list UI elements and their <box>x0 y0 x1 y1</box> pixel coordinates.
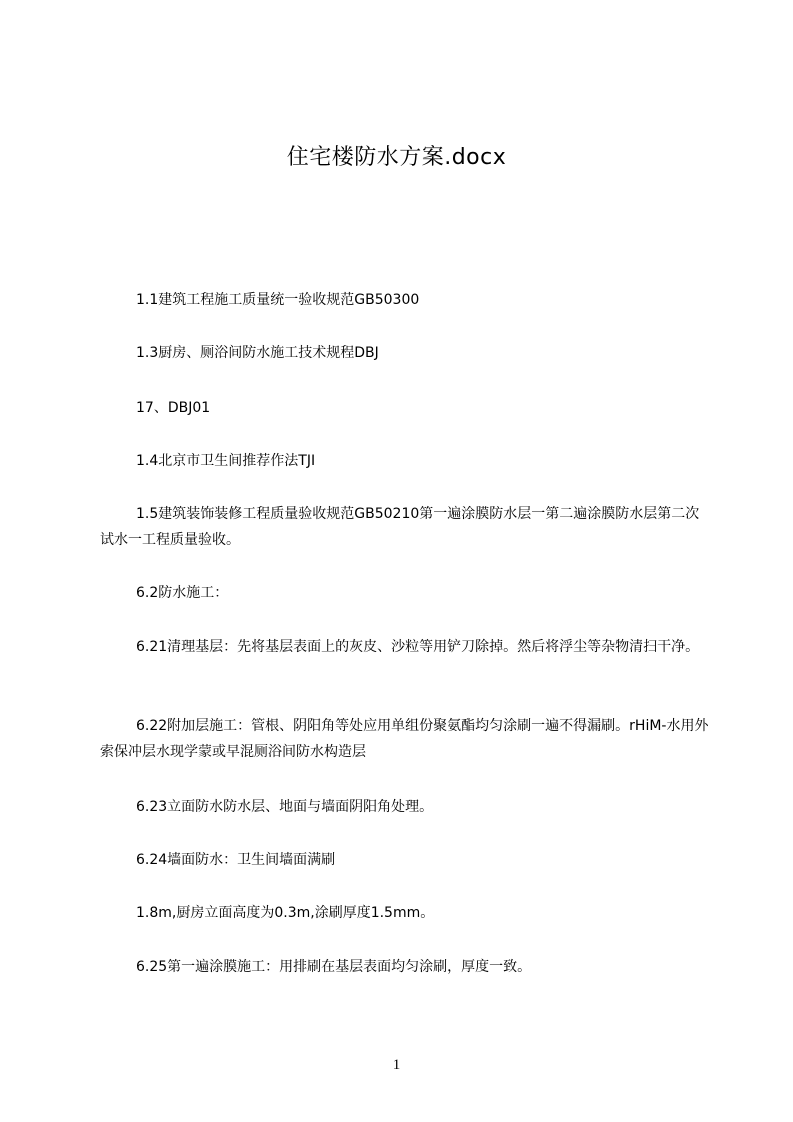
paragraph-5: 1.5建筑装饰装修工程质量验收规范GB50210第一遍涂膜防水层一第二遍涂膜防水层第二次试水一工程质量验收。 <box>100 506 700 548</box>
document-title: 住宅楼防水方案.docx <box>286 145 507 170</box>
paragraph-9: 6.23立面防水防水层、地面与墙面阴阳角处理。 <box>136 799 434 815</box>
paragraph-8: 6.22附加层施工：管根、阴阳角等处应用单组份聚氨酯均匀涂刷一遍不得漏刷。rHiM-水用外索保冲层水现学蒙或早混厕浴间防水构造层 <box>100 718 709 760</box>
paragraph-3: 17、DBJ01 <box>136 400 211 416</box>
paragraph-2: 1.3厨房、厕浴间防水施工技术规程DBJ <box>136 345 379 361</box>
paragraph-12: 6.25第一遍涂膜施工：用排刷在基层表面均匀涂刷，厚度一致。 <box>136 959 532 975</box>
paragraph-1: 1.1建筑工程施工质量统一验收规范GB50300 <box>136 292 420 308</box>
paragraph-4: 1.4北京市卫生间推荐作法TJI <box>136 453 316 469</box>
page-number: 1 <box>392 1057 401 1073</box>
paragraph-11: 1.8m,厨房立面高度为0.3m,涂刷厚度1.5mm。 <box>136 905 435 921</box>
paragraph-6: 6.2防水施工： <box>136 585 229 601</box>
paragraph-7: 6.21清理基层：先将基层表面上的灰皮、沙粒等用铲刀除掉。然后将浮尘等杂物清扫干净。 <box>136 639 700 655</box>
paragraph-10: 6.24墙面防水：卫生间墙面满刷 <box>136 852 336 868</box>
